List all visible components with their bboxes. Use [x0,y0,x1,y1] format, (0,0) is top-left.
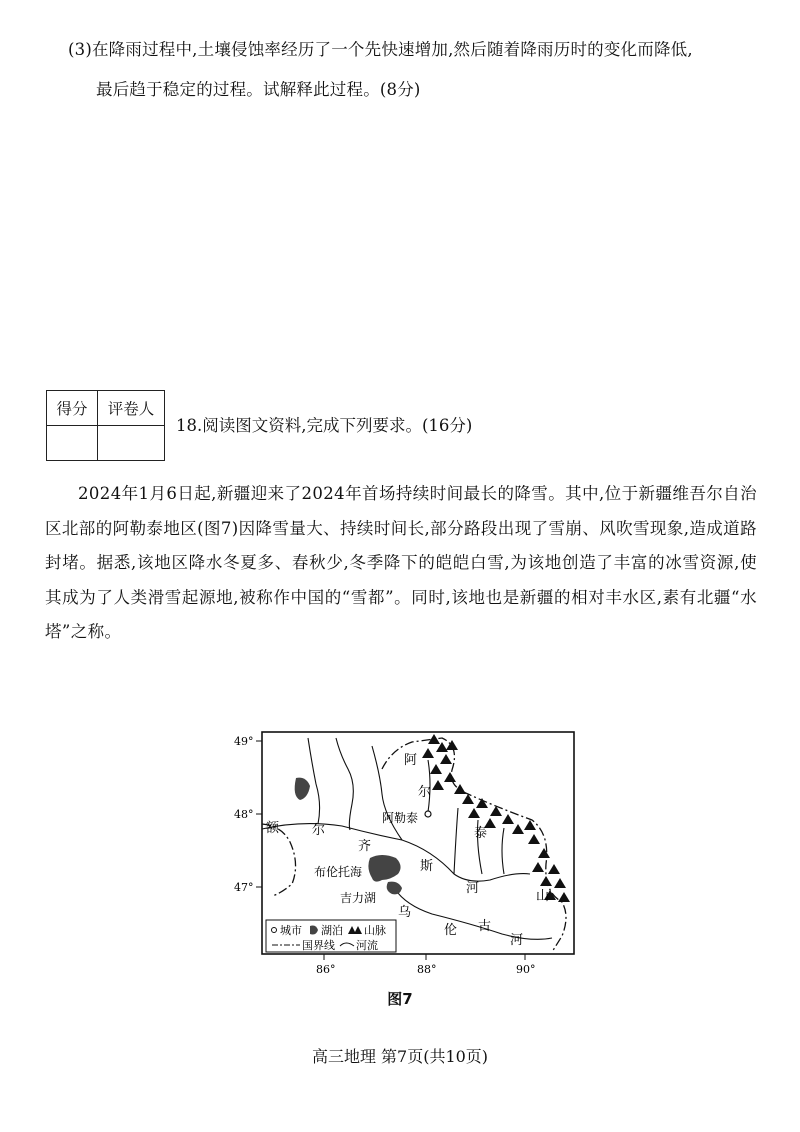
figure-7-map [232,724,592,979]
label-altay-city: 阿勒泰 [382,811,419,825]
lat-label-47: 47° [234,881,254,894]
page-footer: 高三地理 第7页(共10页) [311,1047,489,1066]
score-box [46,390,165,461]
label-river-er: 尔 [312,823,326,838]
lake-buluntuohai [368,855,400,882]
label-river-gu: 古 [478,919,492,934]
score-cell [47,426,98,461]
score-label: 得分 [47,391,98,426]
river-tributary-4 [454,808,458,874]
legend-border: 国界线 [302,939,335,952]
passage-text: 2024年1月6日起,新疆迎来了2024年首场持续时间最长的降雪。其中,位于新疆维吾尔自治区北部的阿勒泰地区(图7)因降雪量大、持续时间长,部分路段出现了雪崩、风吹雪现象,造成道路封堵。据悉,该地区降水冬夏多、春秋少,冬季降下的皑皑白雪,为该地创造了丰富的冰雪资源,使其成为了人类滑雪起源地,被称作中国的“雪都”。同时,该地也是新疆的相对丰水区,素有北疆“水塔”之称。 [45,484,757,641]
label-region-er: 尔 [418,785,432,800]
legend-city: 城市 [280,924,302,937]
city-altay-marker [425,811,431,817]
question-3 [68,30,768,110]
grader-cell [98,426,165,461]
label-river-he1: 河 [466,881,480,896]
label-region-a: 阿 [404,753,418,768]
question-3-line-1: (3)在降雨过程中,土壤侵蚀率经历了一个先快速增加,然后随着降雨历时的变化而降低, [68,40,693,59]
river-tributary-6 [502,828,504,874]
label-lake-buluntuohai: 布伦托海 [314,865,363,879]
label-region-shan: 山 [536,889,550,904]
label-river-si: 斯 [420,859,434,874]
question-18-prompt: 18.阅读图文资料,完成下列要求。(16分) [176,416,473,435]
river-tributary-3 [308,738,320,824]
label-river-e: 额 [266,821,280,836]
lon-label-90: 90° [516,963,536,976]
mountain-range [422,734,570,902]
lon-label-88: 88° [417,963,437,976]
map-legend [266,920,396,952]
grader-label: 评卷人 [98,391,165,426]
lat-label-49: 49° [234,735,254,748]
river-tributary-2 [336,738,353,830]
label-lake-jili: 吉力湖 [340,891,377,905]
lake-jili [387,882,402,895]
label-river-qi: 齐 [358,839,372,854]
question-3-line-2: 最后趋于稳定的过程。试解释此过程。(8分) [96,80,421,99]
lon-label-86: 86° [316,963,336,976]
label-river-he2: 河 [510,933,524,948]
label-region-tai: 泰 [474,826,488,841]
legend-lake: 湖泊 [321,924,343,937]
legend-mountain: 山脉 [364,924,386,937]
legend-river: 河流 [356,939,378,952]
question-18-passage [45,477,757,650]
label-river-wu: 乌 [398,905,412,920]
lat-label-48: 48° [234,808,254,821]
river-tributary-1 [372,746,402,840]
label-river-lun: 伦 [444,923,458,938]
lake-west [295,778,310,800]
figure-caption: 图7 [387,990,413,1008]
